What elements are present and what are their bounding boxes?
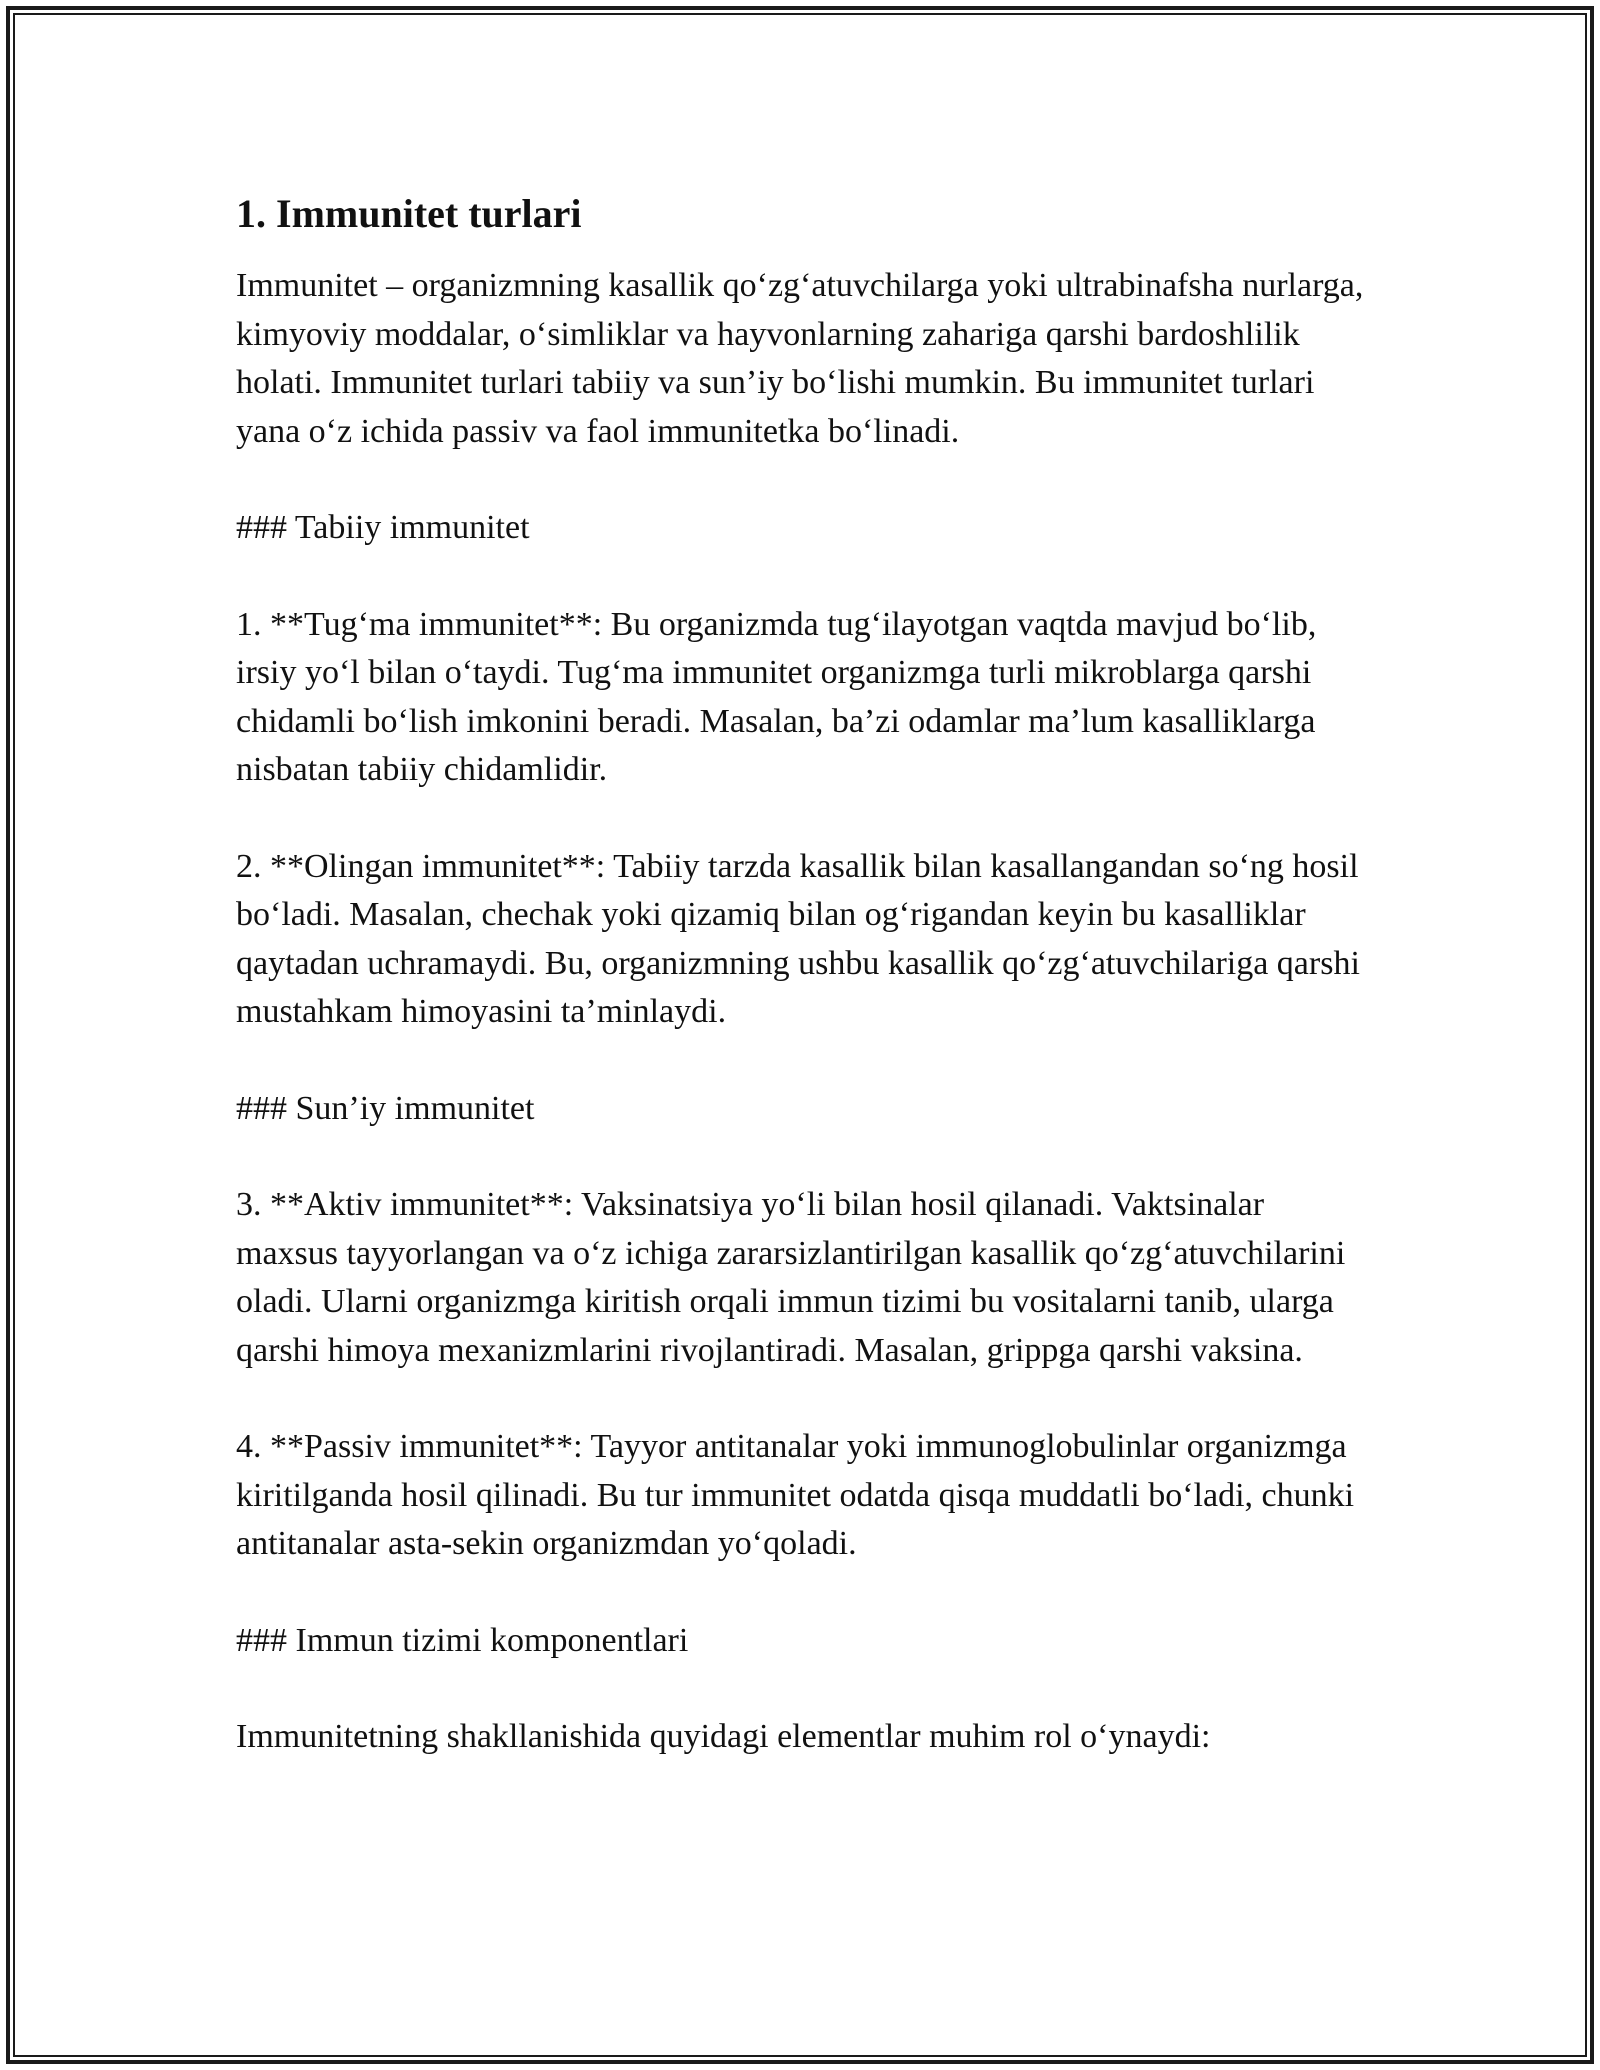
section-heading-immune-components: ### Immun tizimi komponentlari (236, 1621, 689, 1659)
paragraph-components-intro: Immunitetning shakllanishida quyidagi elementlar muhim rol o‘ynaydi: (236, 1718, 1211, 1755)
section-heading-artificial-immunity: ### Sun’iy immunitet (236, 1089, 535, 1127)
paragraph-acquired-immunity: 2. **Olingan immunitet**: Tabiiy tarzda kasallik bilan kasallangandan so‘ng hosil bo‘ladi. Masalan, chechak yoki qizamiq bilan og‘rigandan keyin bu kasalliklar qaytadan uchramaydi. Bu, organizmning ushbu kasallik qo‘zg‘atuvchilariga qarshi mustahkam himoyasini ta’minlaydi. (236, 847, 1360, 1030)
paragraph-innate-immunity: 1. **Tug‘ma immunitet**: Bu organizmda tug‘ilayotgan vaqtda mavjud bo‘lib, irsiy yo‘l bilan o‘taydi. Tug‘ma immunitet organizmga turli mikroblarga qarshi chidamli bo‘lish imkonini beradi. Masalan, ba’zi odamlar ma’lum kasalliklarga nisbatan tabiiy chidamlidir. (236, 605, 1317, 788)
intro-paragraph: Immunitet – organizmning kasallik qo‘zg‘atuvchilarga yoki ultrabinafsha nurlarga, kimyoviy moddalar, o‘simliklar va hayvonlarning zahariga qarshi bardoshlilik holati. Immunitet turlari tabiiy va sun’iy bo‘lishi mumkin. Bu immunitet turlari yana o‘z ichida passiv va faol immunitetka bo‘linadi. (236, 267, 1364, 450)
document-body (236, 188, 1366, 1762)
section-heading-natural-immunity: ### Tabiiy immunitet (236, 509, 530, 546)
paragraph-passive-immunity: 4. **Passiv immunitet**: Tayyor antitanalar yoki immunoglobulinlar organizmga kiritilganda hosil qilinadi. Bu tur immunitet odatda qisqa muddatli bo‘ladi, chunki antitanalar asta-sekin organizmdan yo‘qoladi. (236, 1428, 1355, 1562)
document-title: 1. Immunitet turlari (236, 191, 582, 236)
paragraph-active-immunity: 3. **Aktiv immunitet**: Vaksinatsiya yo‘li bilan hosil qilanadi. Vaktsinalar maxsus tayyorlangan va o‘z ichiga zararsizlantirilgan kasallik qo‘zg‘atuvchilarini oladi. Ularni organizmga kiritish orqali immun tizimi bu vositalarni tanib, ularga qarshi himoya mexanizmlarini rivojlantiradi. Masalan, grippga qarshi vaksina. (236, 1186, 1346, 1369)
